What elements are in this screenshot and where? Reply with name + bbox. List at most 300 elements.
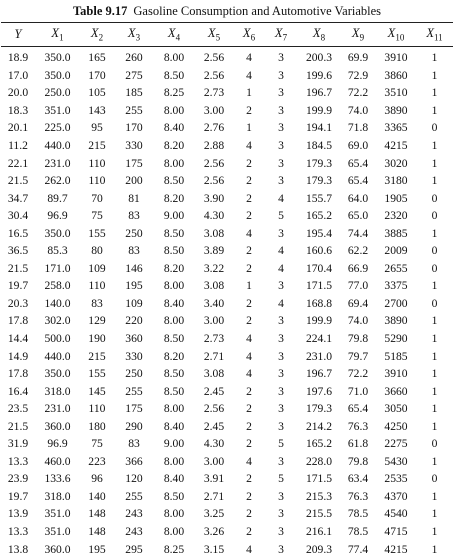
table-cell: 223 xyxy=(88,454,106,468)
table-cell: 4 xyxy=(246,349,252,363)
table-row xyxy=(1,382,453,400)
table-cell: 8.20 xyxy=(163,191,185,205)
column-header-symbol: X xyxy=(387,26,396,41)
table-cell: 1 xyxy=(431,367,438,381)
table-cell: 3 xyxy=(278,139,284,152)
table-cell: 13.9 xyxy=(7,507,29,521)
table-cell: 3 xyxy=(278,68,284,82)
table-cell: 0 xyxy=(431,121,438,135)
table-cell: 184.5 xyxy=(305,139,333,152)
table-row xyxy=(1,119,453,137)
table-cell: 1 xyxy=(431,507,438,521)
table-cell: 215 xyxy=(88,349,106,363)
table-cell: 330 xyxy=(125,349,143,363)
table-cell: 5 xyxy=(278,437,284,451)
table-cell: 61.8 xyxy=(347,437,369,451)
table-cell: 440.0 xyxy=(44,349,71,363)
table-cell: 2 xyxy=(246,296,252,310)
column-header-symbol: X xyxy=(207,26,216,41)
table-cell: 3910 xyxy=(384,367,408,381)
table-cell: 8.50 xyxy=(163,226,185,240)
table-cell: 1 xyxy=(431,402,438,416)
table-cell: 3 xyxy=(278,174,284,188)
table-cell: 83 xyxy=(91,296,103,310)
table-cell: 199.9 xyxy=(305,103,333,117)
table-cell: 1 xyxy=(431,349,438,363)
table-cell: 1 xyxy=(431,103,438,117)
table-cell: 2700 xyxy=(384,296,408,310)
table-cell: 77.4 xyxy=(347,542,369,556)
table-cell: 225.0 xyxy=(44,121,71,135)
table-cell: 318.0 xyxy=(44,384,71,398)
table-cell: 197.6 xyxy=(305,384,333,398)
table-cell: 17.8 xyxy=(7,367,29,381)
table-cell: 3.40 xyxy=(203,296,225,310)
table-body xyxy=(1,46,453,558)
table-cell: 179.3 xyxy=(305,402,333,416)
table-cell: 8.50 xyxy=(163,384,185,398)
table-cell: 1905 xyxy=(384,191,408,205)
table-cell: 2 xyxy=(246,437,252,451)
table-cell: 70 xyxy=(91,191,103,205)
table-row xyxy=(1,260,453,278)
table-cell: 78.5 xyxy=(347,507,369,521)
table-cell: 2009 xyxy=(384,244,408,258)
table-cell: 22.1 xyxy=(7,156,29,170)
table-cell: 165.2 xyxy=(305,437,333,451)
column-header-symbol: X xyxy=(90,26,99,41)
table-row xyxy=(1,207,453,225)
table-row xyxy=(1,470,453,488)
table-cell: 350.0 xyxy=(44,68,71,82)
table-cell: 2.56 xyxy=(203,156,225,170)
table-cell: 140.0 xyxy=(44,296,71,310)
table-cell: 3.89 xyxy=(203,244,225,258)
table-row xyxy=(1,540,453,558)
table-cell: 302.0 xyxy=(44,314,71,328)
table-cell: 185 xyxy=(125,86,143,100)
table-cell: 3910 xyxy=(384,51,408,65)
table-cell: 9.00 xyxy=(163,437,185,451)
column-header xyxy=(35,23,80,46)
table-cell: 1 xyxy=(431,332,438,346)
table-cell: 0 xyxy=(431,472,438,486)
table-cell: 1 xyxy=(431,139,438,152)
column-header xyxy=(154,23,194,46)
column-header-subscript: 9 xyxy=(359,32,365,43)
table-title: Gasoline Consumption and Automotive Variables xyxy=(133,4,382,18)
table-cell: 179.3 xyxy=(305,174,333,188)
table-cell: 215 xyxy=(88,139,106,152)
column-header xyxy=(340,23,376,46)
table-cell: 0 xyxy=(431,437,438,451)
table-cell: 318.0 xyxy=(44,489,71,503)
table-cell: 3.00 xyxy=(203,103,225,117)
table-cell: 20.1 xyxy=(7,121,29,135)
table-cell: 350.0 xyxy=(44,367,71,381)
table-row xyxy=(1,400,453,418)
table-cell: 160.6 xyxy=(305,244,333,258)
table-cell: 62.2 xyxy=(347,244,369,258)
table-cell: 23.9 xyxy=(7,472,29,486)
table-cell: 2 xyxy=(246,384,252,398)
table-cell: 4.30 xyxy=(203,209,225,223)
table-cell: 79.8 xyxy=(347,454,369,468)
table-cell: 2535 xyxy=(384,472,408,486)
table-cell: 11.2 xyxy=(8,139,28,152)
table-cell: 3860 xyxy=(384,68,408,82)
table-cell: 4 xyxy=(278,261,284,275)
table-cell: 81 xyxy=(128,191,140,205)
table-cell: 3 xyxy=(278,454,284,468)
table-cell: 155.7 xyxy=(305,191,333,205)
column-header xyxy=(376,23,416,46)
table-cell: 96.9 xyxy=(47,209,68,223)
table-cell: 1 xyxy=(431,314,438,328)
table-row xyxy=(1,172,453,190)
table-cell: 165 xyxy=(88,51,106,65)
table-cell: 8.50 xyxy=(163,489,185,503)
table-cell: 72.2 xyxy=(347,86,369,100)
column-header-subscript: 2 xyxy=(98,32,104,43)
table-cell: 8.00 xyxy=(163,402,185,416)
table-cell: 258.0 xyxy=(44,279,71,293)
table-cell: 0 xyxy=(431,296,438,310)
column-header xyxy=(194,23,234,46)
table-cell: 3510 xyxy=(384,86,408,100)
table-cell: 366 xyxy=(125,454,143,468)
table-cell: 1 xyxy=(431,489,438,503)
table-cell: 1 xyxy=(246,279,252,293)
table-row xyxy=(1,84,453,102)
table-cell: 19.7 xyxy=(7,279,29,293)
table-cell: 214.2 xyxy=(305,419,333,433)
column-header-symbol: X xyxy=(274,26,283,41)
table-cell: 75 xyxy=(91,209,103,223)
table-cell: 290 xyxy=(125,419,143,433)
table-cell: 4 xyxy=(278,244,284,258)
table-cell: 255 xyxy=(125,103,143,117)
table-cell: 216.1 xyxy=(305,525,333,539)
column-header xyxy=(80,23,114,46)
table-number: Table 9.17 xyxy=(72,4,128,18)
table-row xyxy=(1,365,453,383)
table-cell: 2.56 xyxy=(203,402,225,416)
table-cell: 215.5 xyxy=(305,507,333,521)
table-cell: 224.1 xyxy=(305,332,333,346)
column-header xyxy=(264,23,298,46)
table-cell: 2.73 xyxy=(203,86,225,100)
table-cell: 1 xyxy=(431,174,438,188)
table-cell: 1 xyxy=(431,384,438,398)
table-cell: 4 xyxy=(246,542,252,556)
table-cell: 500.0 xyxy=(44,332,71,346)
table-cell: 76.3 xyxy=(347,489,369,503)
column-header xyxy=(1,23,35,46)
table-cell: 3.08 xyxy=(203,367,225,381)
table-cell: 65.4 xyxy=(347,174,369,188)
table-cell: 18.3 xyxy=(7,103,29,117)
table-cell: 69.9 xyxy=(347,51,369,65)
table-cell: 2.88 xyxy=(203,139,225,152)
table-cell: 14.9 xyxy=(7,349,29,363)
table-row xyxy=(1,224,453,242)
table-cell: 2.56 xyxy=(203,68,225,82)
table-cell: 3 xyxy=(278,419,284,433)
table-cell: 1 xyxy=(246,121,252,135)
table-cell: 3 xyxy=(278,542,284,556)
table-cell: 190 xyxy=(88,332,106,346)
table-cell: 3 xyxy=(278,314,284,328)
table-cell: 110 xyxy=(88,174,106,188)
table-caption xyxy=(0,4,454,19)
table-cell: 1 xyxy=(246,86,252,100)
table-cell: 129 xyxy=(88,314,106,328)
table-cell: 5 xyxy=(278,472,284,486)
table-cell: 3 xyxy=(278,332,284,346)
column-header xyxy=(416,23,453,46)
table-cell: 3 xyxy=(278,525,284,539)
table-row xyxy=(1,277,453,295)
table-cell: 1 xyxy=(431,86,438,100)
table-cell: 19.7 xyxy=(7,489,29,503)
table-cell: 2275 xyxy=(384,437,408,451)
table-cell: 5290 xyxy=(384,332,408,346)
table-cell: 171.0 xyxy=(44,261,71,275)
table-cell: 8.25 xyxy=(163,542,185,556)
column-header-subscript: 5 xyxy=(215,32,221,43)
table-cell: 3 xyxy=(278,156,284,170)
table-cell: 143 xyxy=(88,103,106,117)
table-cell: 295 xyxy=(125,542,143,556)
table-cell: 85.3 xyxy=(47,244,68,258)
table-cell: 3890 xyxy=(384,314,408,328)
table-cell: 3375 xyxy=(384,279,408,293)
table-cell: 350.0 xyxy=(44,51,71,65)
column-header-symbol: Y xyxy=(14,27,22,41)
table-cell: 3 xyxy=(278,489,284,503)
table-cell: 3.22 xyxy=(203,261,225,275)
table-row xyxy=(1,102,453,120)
table-cell: 168.8 xyxy=(305,296,333,310)
table-cell: 1 xyxy=(431,156,438,170)
column-header-symbol: X xyxy=(127,26,136,41)
table-cell: 8.00 xyxy=(163,279,185,293)
table-cell: 4215 xyxy=(384,139,408,152)
table-cell: 71.8 xyxy=(347,121,369,135)
table-cell: 96 xyxy=(91,472,103,486)
table-cell: 8.25 xyxy=(163,86,185,100)
table-cell: 146 xyxy=(125,261,143,275)
table-row xyxy=(1,505,453,523)
table-cell: 4215 xyxy=(384,542,408,556)
table-row xyxy=(1,137,453,155)
table-cell: 8.40 xyxy=(163,419,185,433)
table-cell: 199.9 xyxy=(305,314,333,328)
table-cell: 262.0 xyxy=(44,174,71,188)
table-cell: 148 xyxy=(88,525,106,539)
table-cell: 89.7 xyxy=(47,191,68,205)
table-cell: 175 xyxy=(125,156,143,170)
table-cell: 2 xyxy=(246,525,252,539)
table-cell: 3.00 xyxy=(203,314,225,328)
table-cell: 3890 xyxy=(384,103,408,117)
column-header xyxy=(234,23,264,46)
table-cell: 440.0 xyxy=(44,139,71,152)
table-cell: 3 xyxy=(278,86,284,100)
table-cell: 255 xyxy=(125,489,143,503)
table-cell: 13.3 xyxy=(7,454,29,468)
table-cell: 2 xyxy=(246,261,252,275)
table-cell: 3.25 xyxy=(203,507,225,521)
table-cell: 196.7 xyxy=(305,367,333,381)
table-cell: 21.5 xyxy=(7,174,29,188)
table-cell: 4250 xyxy=(384,419,408,433)
table-cell: 2 xyxy=(246,489,252,503)
table-cell: 1 xyxy=(431,454,438,468)
table-cell: 4 xyxy=(246,139,252,152)
table-cell: 2320 xyxy=(384,209,408,223)
table-cell: 4 xyxy=(278,296,284,310)
table-cell: 3.91 xyxy=(203,472,225,486)
table-cell: 20.0 xyxy=(7,86,29,100)
table-cell: 79.7 xyxy=(347,349,369,363)
table-cell: 250.0 xyxy=(44,86,71,100)
table-cell: 65.4 xyxy=(347,156,369,170)
table-cell: 231.0 xyxy=(44,156,71,170)
table-cell: 4540 xyxy=(384,507,408,521)
table-row xyxy=(1,242,453,260)
table-cell: 4.30 xyxy=(203,437,225,451)
table-cell: 194.1 xyxy=(305,121,333,135)
table-row xyxy=(1,347,453,365)
table-cell: 209.3 xyxy=(305,542,333,556)
column-header-subscript: 8 xyxy=(320,32,326,43)
table-cell: 8.40 xyxy=(163,121,185,135)
table-cell: 1 xyxy=(431,542,438,556)
table-cell: 351.0 xyxy=(44,103,71,117)
column-header-symbol: X xyxy=(51,26,60,41)
table-cell: 105 xyxy=(88,86,106,100)
table-cell: 215.3 xyxy=(305,489,333,503)
table-cell: 220 xyxy=(125,314,143,328)
column-header-symbol: X xyxy=(351,26,360,41)
table-cell: 3.15 xyxy=(203,542,225,556)
table-cell: 4 xyxy=(246,367,252,381)
table-row xyxy=(1,523,453,541)
table-cell: 8.00 xyxy=(163,525,185,539)
table-cell: 79.8 xyxy=(347,332,369,346)
table-cell: 360 xyxy=(125,332,143,346)
table-cell: 3020 xyxy=(384,156,408,170)
table-cell: 80 xyxy=(91,244,103,258)
table-cell: 18.9 xyxy=(7,51,29,65)
table-cell: 4 xyxy=(246,332,252,346)
table-cell: 8.00 xyxy=(163,103,185,117)
table-cell: 2655 xyxy=(384,261,408,275)
table-cell: 0 xyxy=(431,244,438,258)
table-cell: 155 xyxy=(88,226,106,240)
table-cell: 74.0 xyxy=(347,103,369,117)
table-cell: 83 xyxy=(128,244,140,258)
table-cell: 2 xyxy=(246,191,252,205)
table-cell: 120 xyxy=(125,472,143,486)
table-cell: 83 xyxy=(128,209,140,223)
table-cell: 71.0 xyxy=(347,384,369,398)
table-cell: 13.3 xyxy=(7,525,29,539)
table-cell: 196.7 xyxy=(305,86,333,100)
table-cell: 110 xyxy=(88,402,106,416)
table-cell: 2.71 xyxy=(203,349,225,363)
table-cell: 3180 xyxy=(384,174,408,188)
table-cell: 8.50 xyxy=(163,68,185,82)
table-cell: 3.90 xyxy=(203,191,225,205)
table-cell: 3 xyxy=(278,51,284,65)
table-cell: 2.76 xyxy=(203,121,225,135)
table-cell: 8.50 xyxy=(163,244,185,258)
table-cell: 3.08 xyxy=(203,279,225,293)
table-cell: 8.00 xyxy=(163,314,185,328)
table-cell: 65.0 xyxy=(347,209,369,223)
table-cell: 3 xyxy=(278,279,284,293)
table-cell: 4715 xyxy=(384,525,408,539)
table-cell: 195.4 xyxy=(305,226,333,240)
table-row xyxy=(1,453,453,471)
table-cell: 3050 xyxy=(384,402,408,416)
table-cell: 3 xyxy=(278,121,284,135)
table-cell: 4370 xyxy=(384,489,408,503)
table-cell: 170 xyxy=(125,121,143,135)
table-cell: 8.20 xyxy=(163,349,185,363)
table-cell: 110 xyxy=(88,279,106,293)
table-cell: 0 xyxy=(431,261,438,275)
table-cell: 155 xyxy=(88,367,106,381)
table-cell: 8.40 xyxy=(163,472,185,486)
table-cell: 3.26 xyxy=(203,525,225,539)
table-cell: 110 xyxy=(88,156,106,170)
column-header xyxy=(298,23,340,46)
table-cell: 2 xyxy=(246,402,252,416)
table-cell: 260 xyxy=(125,51,143,65)
table-cell: 228.0 xyxy=(305,454,333,468)
table-cell: 180 xyxy=(88,419,106,433)
table-row xyxy=(1,154,453,172)
table-cell: 72.2 xyxy=(347,367,369,381)
table-cell: 165.2 xyxy=(305,209,333,223)
table-cell: 2.71 xyxy=(203,489,225,503)
table-cell: 77.0 xyxy=(347,279,369,293)
column-header-symbol: X xyxy=(426,26,434,41)
table-cell: 30.4 xyxy=(7,209,29,223)
table-cell: 3365 xyxy=(384,121,408,135)
table-cell: 76.3 xyxy=(347,419,369,433)
table-row xyxy=(1,295,453,313)
table-cell: 8.50 xyxy=(163,332,185,346)
table-cell: 14.4 xyxy=(7,332,29,346)
table-cell: 5 xyxy=(278,209,284,223)
table-cell: 2 xyxy=(246,209,252,223)
table-row xyxy=(1,67,453,85)
table-cell: 5185 xyxy=(384,349,408,363)
table-cell: 0 xyxy=(431,191,438,205)
table-cell: 3.08 xyxy=(203,226,225,240)
table-cell: 4 xyxy=(246,68,252,82)
table-cell: 34.7 xyxy=(7,191,29,205)
table-row xyxy=(1,189,453,207)
column-header-subscript: 7 xyxy=(282,32,288,43)
column-header-subscript: 11 xyxy=(433,32,443,43)
table-cell: 243 xyxy=(125,507,143,521)
